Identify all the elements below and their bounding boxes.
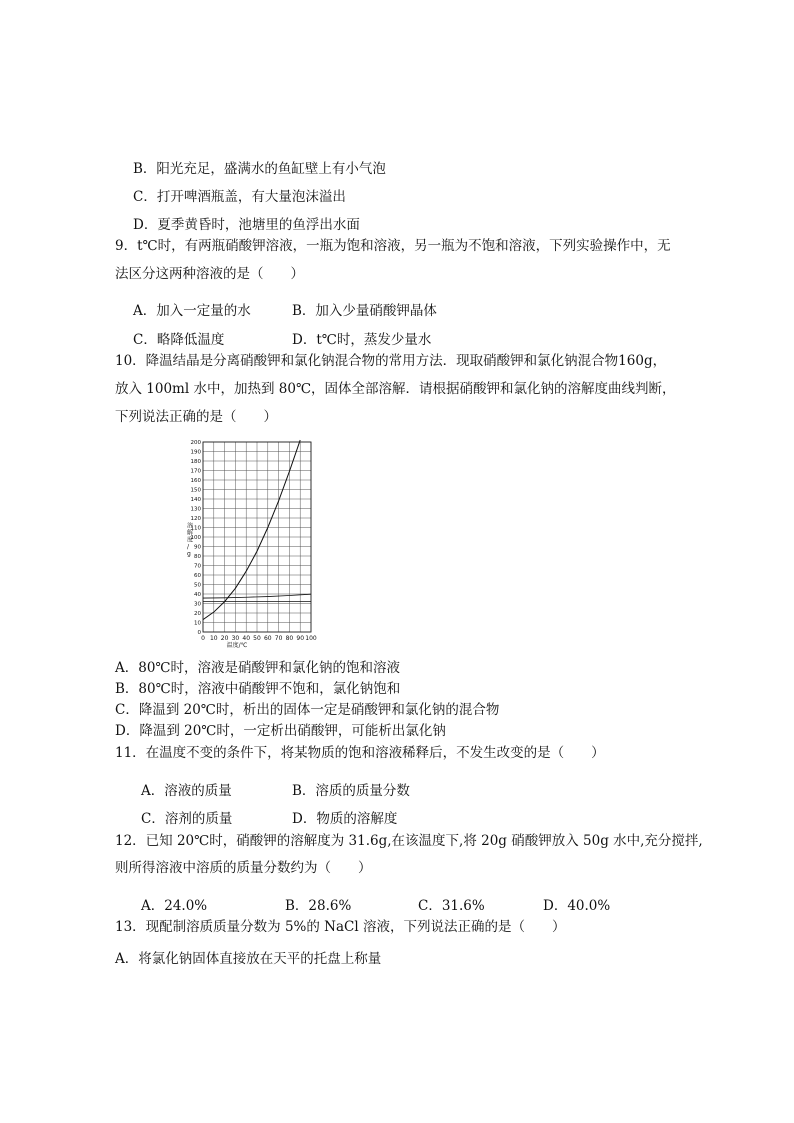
q10-option-a: A．80℃时，溶液是硝酸钾和氯化钠的饱和溶液	[115, 660, 401, 676]
q9-option-a: A．加入一定量的水	[133, 303, 251, 319]
x-tick-label: 90	[296, 635, 305, 642]
x-tick-label: 40	[242, 635, 251, 642]
q12-option-d: D．40.0%	[543, 898, 611, 914]
y-tick-label: 70	[194, 563, 201, 570]
q13-stem: 13．现配制溶质质量分数为 5%的 NaCl 溶液，下列说法正确的是（ ）	[115, 919, 566, 935]
y-tick-label: 180	[190, 459, 201, 465]
q11-option-a: A．溶液的质量	[141, 783, 232, 799]
q11-option-c: C．溶剂的质量	[141, 811, 233, 827]
x-tick-label: 70	[274, 635, 283, 642]
x-tick-label: 10	[209, 635, 218, 642]
y-tick-label: 110	[190, 525, 201, 532]
x-tick-label: 80	[285, 635, 294, 642]
q10-stem-line2: 放入 100ml 水中，加热到 80℃，固体全部溶解．请根据硝酸钾和氯化钠的溶解度曲线判断，	[115, 381, 676, 397]
y-tick-label: 40	[194, 592, 201, 598]
q10-option-b: B．80℃时，溶液中硝酸钾不饱和，氯化钠饱和	[115, 681, 401, 697]
q9-stem-line1: 9．t℃时，有两瓶硝酸钾溶液，一瓶为饱和溶液，另一瓶为不饱和溶液，下列实验操作中，无	[115, 238, 671, 254]
solubility-chart	[181, 434, 321, 652]
x-tick-label: 100	[305, 635, 317, 642]
x-tick-label: 50	[253, 635, 261, 642]
y-tick-label: 160	[190, 478, 201, 484]
option-d: D．夏季黄昏时，池塘里的鱼浮出水面	[133, 217, 360, 233]
q10-option-d: D．降温到 20℃时，一定析出硝酸钾，可能析出氯化钠	[115, 723, 446, 739]
q10-option-c: C．降温到 20℃时，析出的固体一定是硝酸钾和氯化钠的混合物	[115, 702, 500, 718]
series-line	[203, 440, 300, 620]
y-tick-label: 140	[190, 497, 201, 503]
x-axis-label: 温度/℃	[226, 642, 248, 649]
y-tick-label: 0	[197, 630, 201, 636]
q12-option-c: C．31.6%	[418, 898, 485, 914]
y-tick-label: 130	[190, 506, 201, 513]
q10-stem-line1: 10．降温结晶是分离硝酸钾和氯化钠混合物的常用方法．现取硝酸钾和氯化钠混合物160g，	[115, 353, 667, 369]
q11-option-d: D．物质的溶解度	[292, 811, 398, 827]
q12-stem-line2: 则所得溶液中溶质的质量分数约为（ ）	[115, 860, 372, 876]
q11-option-b: B．溶质的质量分数	[292, 783, 410, 799]
option-b: B．阳光充足，盛满水的鱼缸壁上有小气泡	[133, 161, 386, 177]
q13-option-a: A．将氯化钠固体直接放在天平的托盘上称量	[115, 951, 382, 967]
x-tick-label: 0	[201, 635, 205, 642]
x-tick-label: 60	[263, 635, 272, 642]
y-tick-label: 120	[190, 516, 201, 522]
y-tick-label: 50	[194, 582, 201, 589]
x-tick-label: 30	[231, 635, 240, 642]
q12-stem-line1: 12．已知 20℃时，硝酸钾的溶解度为 31.6g,在该温度下,将 20g 硝酸钾放入 50g 水中,充分搅拌,	[115, 833, 703, 849]
y-tick-label: 150	[190, 487, 201, 494]
q11-stem: 11．在温度不变的条件下，将某物质的饱和溶液稀释后，不发生改变的是（ ）	[115, 745, 605, 761]
y-tick-label: 200	[190, 440, 201, 446]
q12-option-a: A．24.0%	[141, 898, 208, 914]
y-tick-label: 10	[194, 620, 201, 627]
y-tick-label: 60	[194, 573, 201, 579]
y-tick-label: 20	[194, 611, 201, 617]
y-tick-label: 190	[190, 449, 201, 456]
y-tick-label: 90	[194, 544, 201, 551]
q10-stem-line3: 下列说法正确的是（ ）	[115, 409, 277, 425]
x-tick-label: 20	[220, 635, 229, 642]
y-tick-label: 80	[194, 554, 201, 560]
option-c: C．打开啤酒瓶盖，有大量泡沫溢出	[133, 189, 346, 205]
q12-option-b: B．28.6%	[285, 898, 352, 914]
q9-stem-line2: 法区分这两种溶液的是（ ）	[115, 266, 304, 282]
q9-option-b: B．加入少量硝酸钾晶体	[292, 303, 437, 319]
q9-option-c: C．略降低温度	[133, 332, 225, 348]
y-tick-label: 170	[190, 468, 201, 475]
y-tick-label: 100	[190, 535, 201, 541]
y-tick-label: 30	[194, 601, 201, 608]
q9-option-d: D．t℃时，蒸发少量水	[292, 332, 432, 348]
y-axis-label: 溶解度/ g	[187, 522, 194, 558]
